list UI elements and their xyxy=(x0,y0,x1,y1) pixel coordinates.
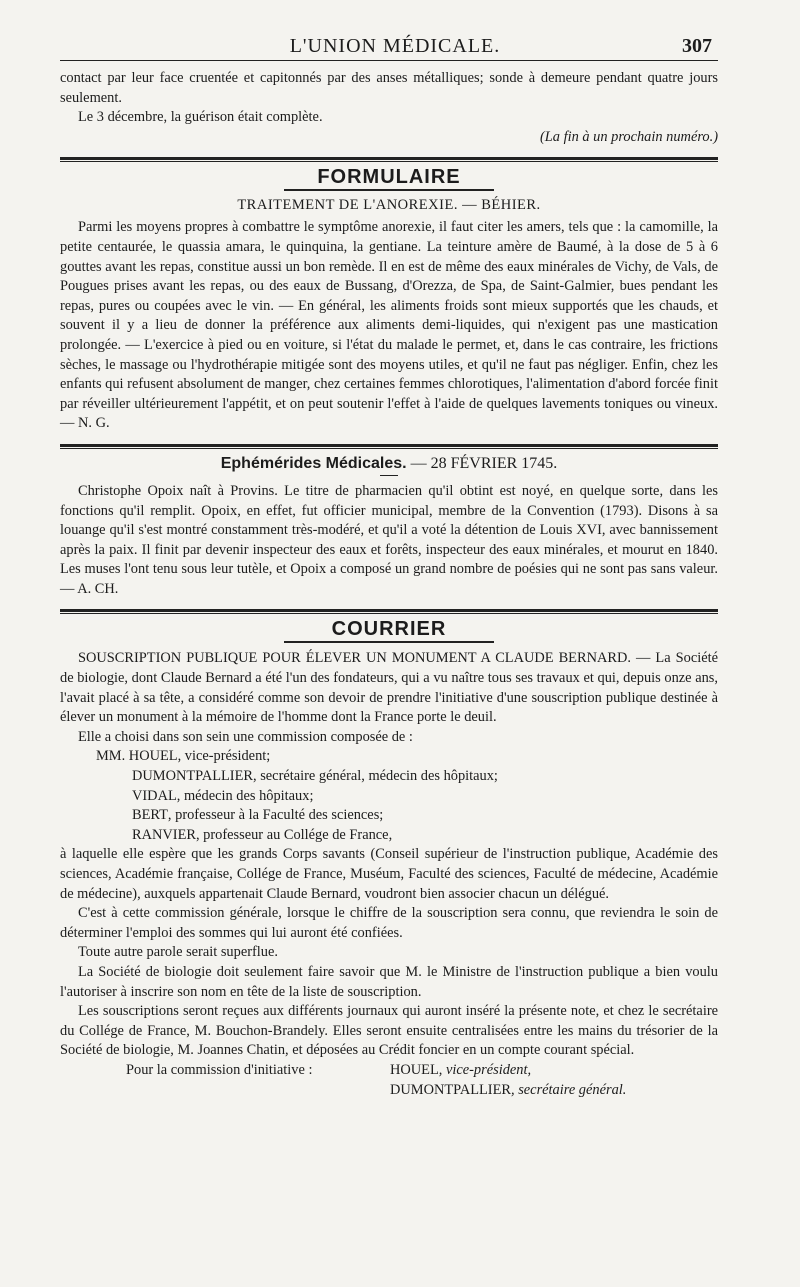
courrier-paragraph-parole: Toute autre parole serait superflue. xyxy=(78,944,278,961)
member-name: VIDAL xyxy=(132,787,177,804)
signature-label: Pour la commission d'initiative : xyxy=(126,1061,313,1078)
courrier-lead xyxy=(60,649,718,727)
section-divider-thin xyxy=(60,448,718,449)
signature-names xyxy=(390,1061,718,1100)
signature-line-1 xyxy=(390,1061,718,1081)
member-role: , professeur à la Faculté des sciences; xyxy=(167,807,384,824)
running-header xyxy=(60,18,718,61)
commission-intro: Elle a choisi dans son sein une commission composée de : xyxy=(78,728,413,745)
member-row xyxy=(60,806,718,826)
signature-block xyxy=(60,1061,718,1100)
section-divider-thin xyxy=(60,613,718,614)
formulaire-underline xyxy=(284,189,494,191)
member-row xyxy=(60,826,718,846)
courrier-lead-body: — La Société de biologie, dont Claude Bernard a été l'un des fondateurs, qui a vu naître tous ses travaux et qui, depuis onze ans, l'avait placé à sa tête, a considéré comme son devoir de prendre l'initiative d'une souscription publique destinée à élever un monument à la mémoire de l'homme dont la France porte le deuil. xyxy=(60,650,718,726)
ephemerides-dash xyxy=(380,475,398,476)
page-number: 307 xyxy=(682,35,712,57)
courrier-paragraph-delegates: à laquelle elle espère que les grands Corps savants (Conseil supérieur de l'instruction publique, Académie des sciences, Académie française, Collége de France, Muséum, Faculté des sciences, Faculté de médecine, Académie de médecine), auxquels appartenait Claude Bernard, voudront bien associer chacun un délégué. xyxy=(60,846,718,902)
intro-paragraph-2: Le 3 décembre, la guérison était complète. xyxy=(78,109,323,126)
courrier-paragraph-souscriptions: Les souscriptions seront reçues aux différents journaux qui auront inséré la présente note, et chez le secrétaire du Collége de France, M. Bouchon-Brandely. Elles seront ensuite centralisées entre les mains du trésorier de la Société de biologie, M. Joannes Chatin, et déposées au Crédit foncier en un compte courant spécial. xyxy=(60,1003,718,1059)
ephemerides-date: — 28 FÉVRIER 1745. xyxy=(410,454,558,472)
section-divider xyxy=(60,609,718,612)
member-name: DUMONTPALLIER xyxy=(132,768,253,785)
section-divider xyxy=(60,444,718,447)
member-role: , médecin des hôpitaux; xyxy=(176,787,314,804)
member-row xyxy=(60,767,718,787)
section-divider xyxy=(60,157,718,160)
courrier-lead-heading: SOUSCRIPTION PUBLIQUE POUR ÉLEVER UN MONUMENT A CLAUDE BERNARD. xyxy=(78,650,631,667)
ephemerides-title xyxy=(60,455,718,473)
section-divider-thin xyxy=(60,161,718,162)
member-name: HOUEL xyxy=(128,748,178,765)
signature-name: DUMONTPALLIER xyxy=(390,1081,511,1098)
member-role: , professeur au Collége de France, xyxy=(195,826,393,843)
member-prefix: MM. xyxy=(96,748,129,765)
signature-role: , secrétaire général. xyxy=(511,1081,627,1098)
signature-line-2 xyxy=(390,1081,718,1101)
courrier-title: COURRIER xyxy=(331,618,447,641)
courrier-paragraph-ministre: La Société de biologie doit seulement faire savoir que M. le Ministre de l'instruction publique a bien voulu l'autoriser à inscrire son nom en tête de la liste de souscription. xyxy=(60,963,718,1000)
member-name: BERT xyxy=(132,807,168,824)
formulaire-body: Parmi les moyens propres à combattre le symptôme anorexie, il faut citer les amers, tels que : la camomille, la petite centaurée, le quassia amara, le quinquina, la gentiane. La teinture amère de Baumé, à la dose de 5 à 6 gouttes avant les repas, constitue aussi un bon remède. Il en est de même des eaux minérales de Vichy, de Vals, de Pougues prises avant les repas, ou des eaux de Bussang, d'Orezza, de Spa, de Saint-Galmier, bues pendant les repas, pures ou coupées avec le vin. — En général, les aliments froids sont mieux supportés que les chauds, et souvent il y a lieu de donner la préférence aux aliments demi-liquides, qui n'exigent pas une mastication prolongée. — L'exercice à pied ou en voiture, si l'état du malade le permet, et, dans le cas contraire, les frictions sèches, le massage ou l'hydrothérapie mitigée sont des moyens utiles, et qu'il ne faut pas négliger. Enfin, chez les enfants qui refusent absolument de manger, chez certaines femmes chlorotiques, l'alimentation d'abord forcée finit par réveiller ultérieurement l'appétit, et on peut soutenir l'effet à l'aide de quelques lavements toniques ou vineux. — N. G. xyxy=(60,219,718,432)
continuation-note: (La fin à un prochain numéro.) xyxy=(539,128,718,145)
journal-title: L'UNION MÉDICALE. xyxy=(289,35,501,57)
courrier-underline xyxy=(284,641,494,643)
member-name: RANVIER xyxy=(132,826,196,843)
signature-name: HOUEL xyxy=(390,1061,439,1078)
member-role: , vice-président; xyxy=(177,748,271,765)
courrier-paragraph-commission: C'est à cette commission générale, lorsque le chiffre de la souscription sera connu, que reviendra le soin de déterminer l'emploi des sommes qui lui auront été confiées. xyxy=(60,905,718,941)
member-role: , secrétaire général, médecin des hôpitaux; xyxy=(253,768,498,785)
formulaire-subtitle: TRAITEMENT DE L'ANOREXIE. — BÉHIER. xyxy=(237,197,541,214)
ephemerides-title-main: Ephémérides Médicales. xyxy=(220,454,407,472)
commission-members xyxy=(60,747,718,845)
member-row xyxy=(60,787,718,807)
formulaire-title: FORMULAIRE xyxy=(317,166,461,189)
signature-role: , vice-président, xyxy=(438,1061,532,1078)
member-row xyxy=(60,747,718,767)
intro-paragraph-1: contact par leur face cruentée et capitonnés par des anses métalliques; sonde à demeure pendant quatre jours seulement. xyxy=(60,70,718,106)
ephemerides-body: Christophe Opoix naît à Provins. Le titre de pharmacien qu'il obtint est noyé, en quelque sorte, dans les fonctions qu'il remplit. Opoix, en effet, fut officier municipal, membre de la Convention (1793). Disons à sa louange qu'il s'est montré constamment très-modéré, et qu'il a voté la détention de Louis XVI, avec bannissement après la paix. Il finit par devenir inspecteur des eaux et forêts, inspecteur des eaux minérales, et mourut en 1840. Les muses l'ont tenu sous leur tutèle, et Opoix a composé un grand nombre de poésies qui ne sont pas sans valeur. — A. CH. xyxy=(60,482,718,597)
